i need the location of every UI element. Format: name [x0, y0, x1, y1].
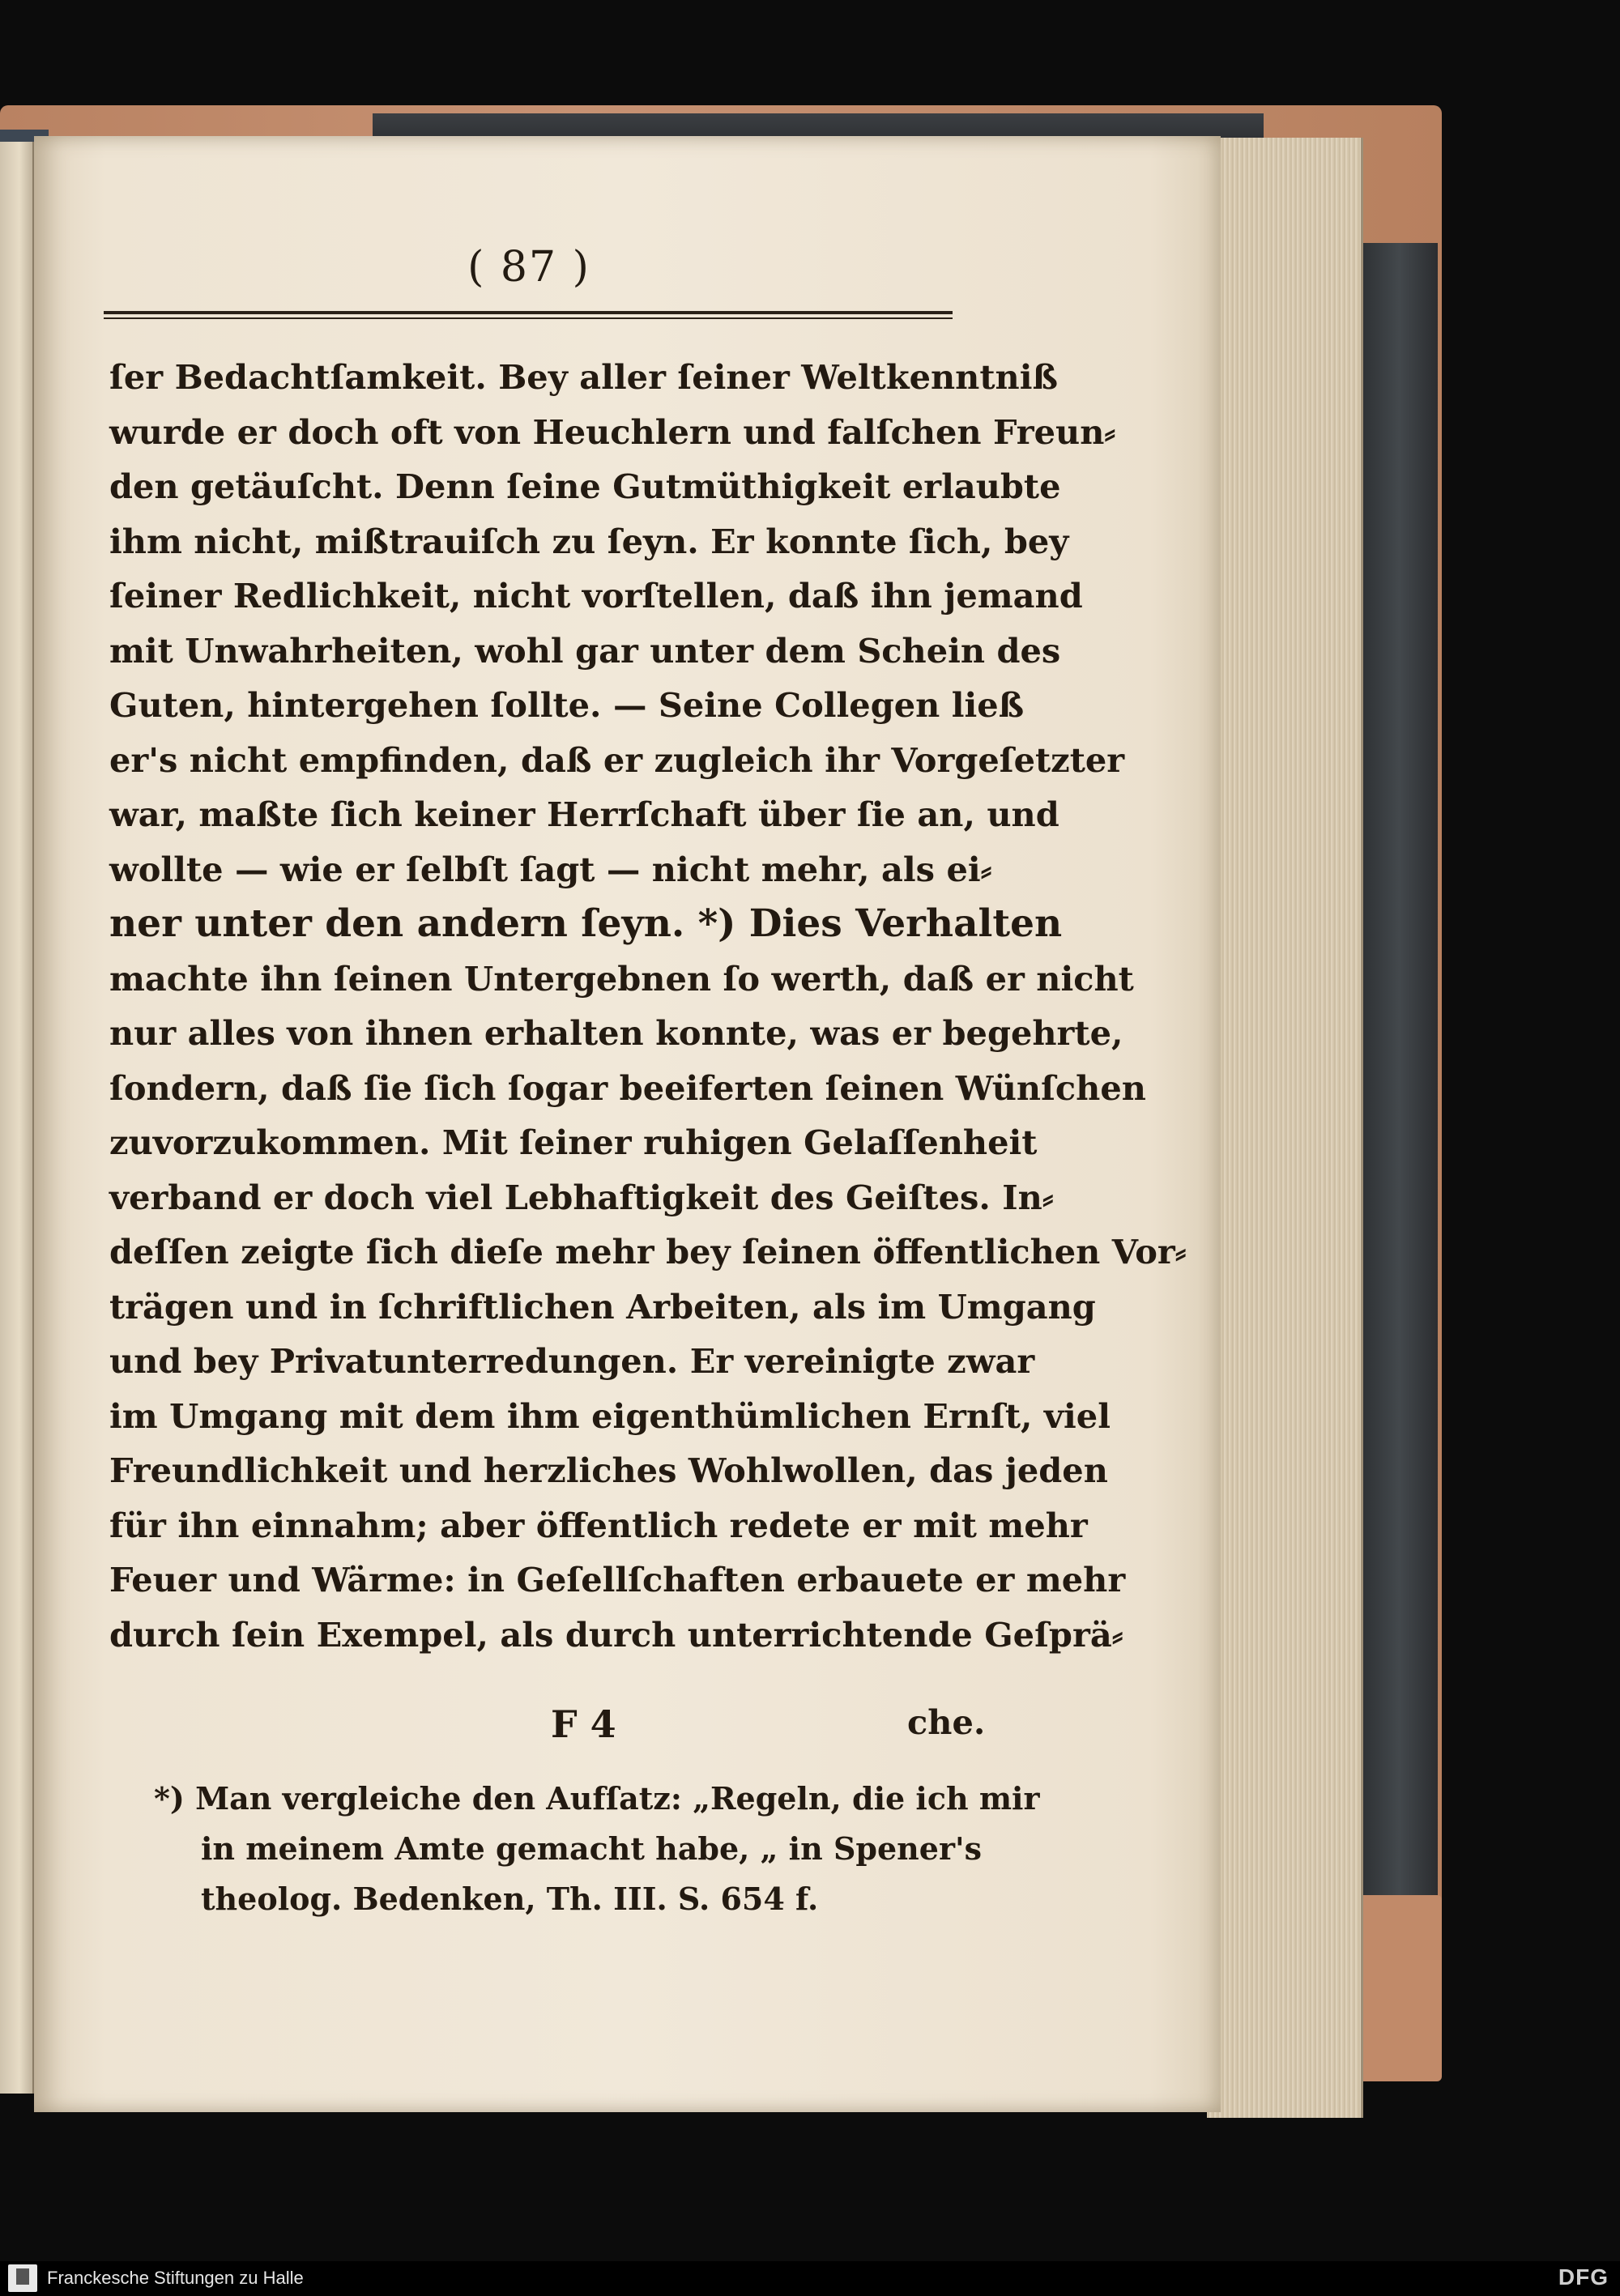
left-page-edge	[0, 142, 34, 2094]
text-line: ſer Bedachtſamkeit. Bey aller ſeiner Weltkenntniß	[109, 357, 1058, 397]
text-line: deſſen zeigte ſich dieſe mehr bey ſeinen öffentlichen Vor⸗	[109, 1232, 1187, 1272]
footnote	[154, 1774, 1040, 1924]
text-line: er's nicht empfinden, daß er zugleich ihr Vorgeſetzter	[109, 739, 1125, 780]
text-line: machte ihn ſeinen Untergebnen ſo werth, daß er nicht	[109, 958, 1134, 999]
footnote-line: theolog. Bedenken, Th. III. S. 654 f.	[201, 1881, 819, 1917]
body-text	[109, 350, 1187, 1662]
text-line: durch ſein Exempel, als durch unterrichtende Geſprä⸗	[109, 1614, 1123, 1655]
footnote-line: *) Man vergleiche den Aufſatz: „Regeln, die ich mir	[154, 1780, 1040, 1817]
text-line: für ihn einnahm; aber öffentlich redete er mit mehr	[109, 1505, 1088, 1545]
text-line: wurde er doch oft von Heuchlern und falſchen Freun⸗	[109, 411, 1116, 452]
catchword: che.	[907, 1702, 986, 1742]
text-line: ner unter den andern ſeyn. *) Dies Verhalten	[109, 901, 1063, 946]
text-line: wollte — wie er ſelbſt ſagt — nicht mehr, als ei⸗	[109, 849, 992, 889]
page-stack-edge	[1207, 138, 1363, 2118]
text-line: verband er doch viel Lebhaftigkeit des Geiſtes. In⸗	[109, 1177, 1054, 1217]
text-line: Guten, hintergehen ſollte. — Seine Collegen ließ	[109, 685, 1025, 725]
text-line: Feuer und Wärme: in Geſellſchaften erbauete er mehr	[109, 1560, 1126, 1600]
text-line: im Umgang mit dem ihm eigenthümlichen Ernſt, viel	[109, 1395, 1111, 1436]
institution-logo-icon	[8, 2264, 37, 2292]
text-line: Freundlichkeit und herzliches Wohlwollen, das jeden	[109, 1450, 1108, 1490]
text-line: ihm nicht, mißtrauiſch zu ſeyn. Er konnte ſich, bey	[109, 521, 1069, 561]
signature-mark: F 4	[551, 1702, 616, 1746]
text-line: nur alles von ihnen erhalten konnte, was er begehrte,	[109, 1013, 1123, 1053]
page-number-header: ( 87 )	[467, 243, 590, 292]
dfg-logo: DFG	[1558, 2264, 1609, 2290]
text-line: war, maßte ſich keiner Herrſchaft über ſie an, und	[109, 794, 1059, 834]
cover-cloth-edge	[1361, 243, 1438, 1911]
text-line: trägen und in ſchriftlichen Arbeiten, als im Umgang	[109, 1286, 1096, 1327]
header-rule	[104, 311, 953, 319]
text-line: und bey Privatunterredungen. Er vereinigte zwar	[109, 1341, 1035, 1381]
institution-name: Franckesche Stiftungen zu Halle	[47, 2268, 304, 2288]
text-line: mit Unwahrheiten, wohl gar unter dem Schein des	[109, 630, 1061, 671]
footnote-line: in meinem Amte gemacht habe, „ in Spener's	[201, 1830, 983, 1867]
text-line: den getäuſcht. Denn ſeine Gutmüthigkeit erlaubte	[109, 466, 1061, 506]
text-line: zuvorzukommen. Mit ſeiner ruhigen Gelaſſenheit	[109, 1122, 1038, 1162]
text-line: ſeiner Redlichkeit, nicht vorſtellen, daß ihn jemand	[109, 576, 1083, 616]
text-line: ſondern, daß ſie ſich ſogar beeiferten ſeinen Wünſchen	[109, 1067, 1146, 1108]
